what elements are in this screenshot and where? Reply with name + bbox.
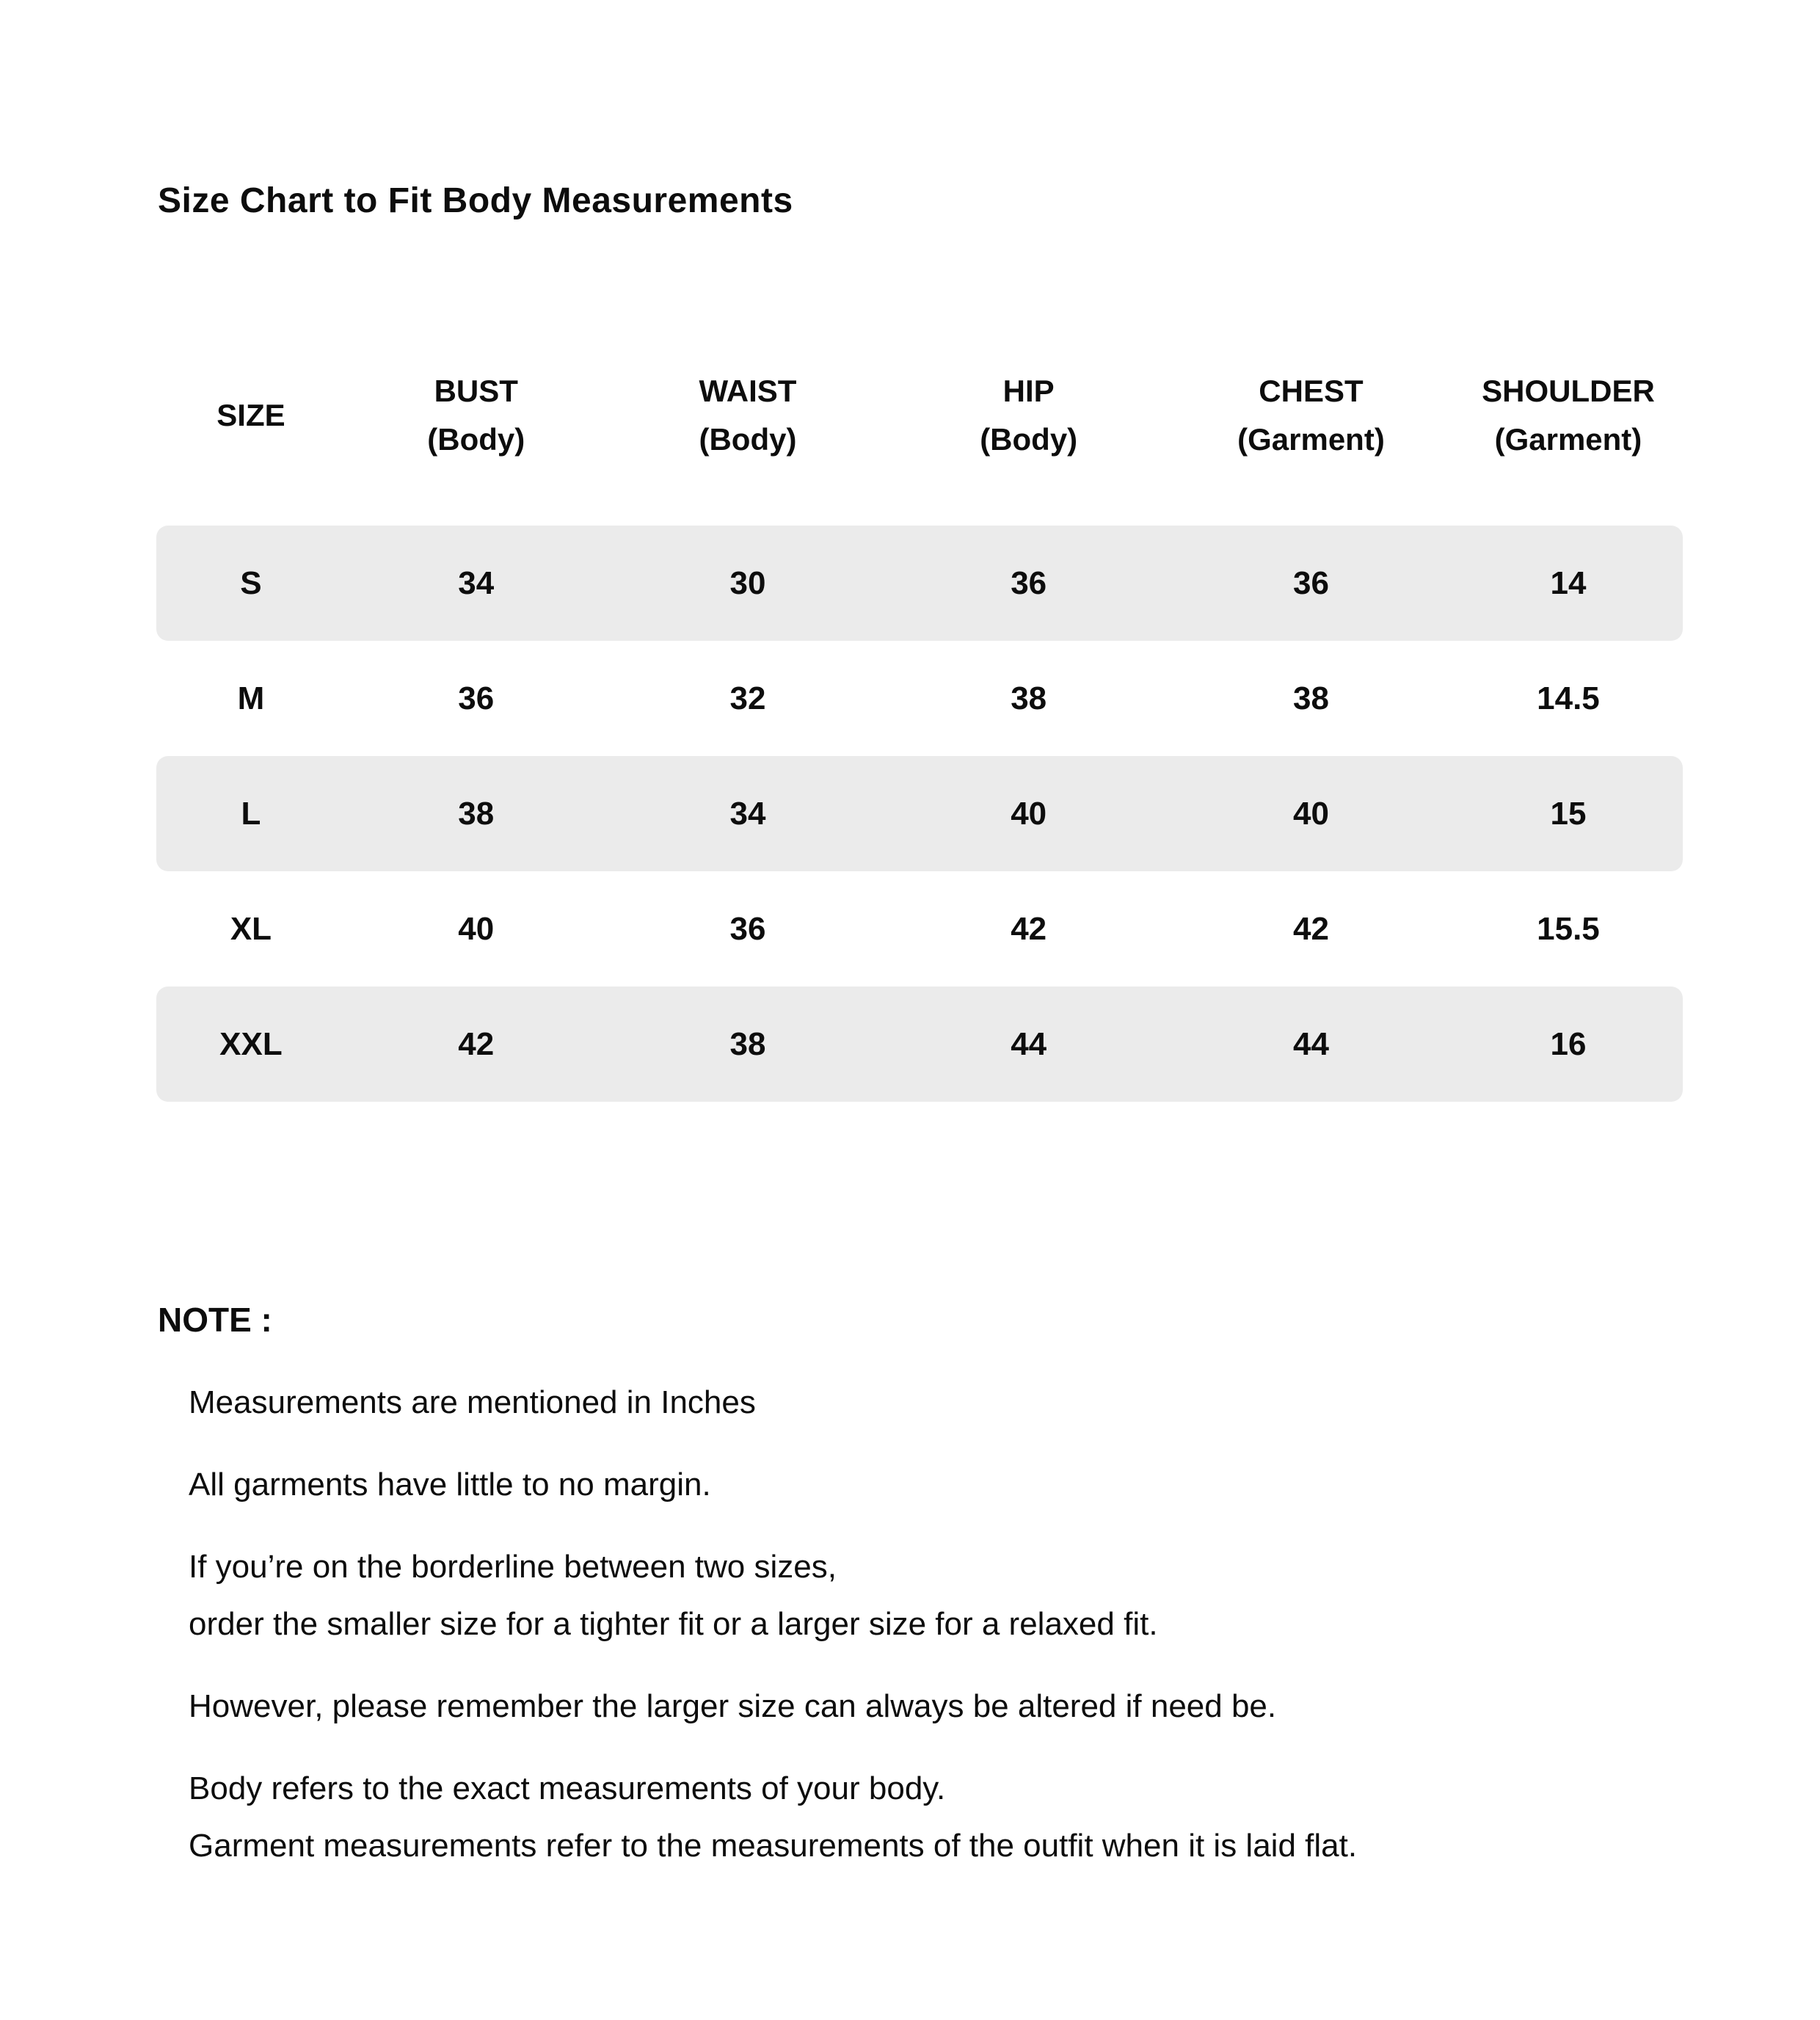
- table-cell: 36: [1011, 564, 1047, 601]
- header-cell-hip: [889, 367, 1168, 464]
- note-paragraph: [189, 1760, 1743, 1875]
- table-cell: 14: [1550, 564, 1587, 601]
- table-cell: 15: [1550, 795, 1587, 832]
- note-line: All garments have little to no margin.: [189, 1467, 711, 1503]
- table-cell: 34: [458, 564, 495, 601]
- table-cell: S: [240, 564, 262, 601]
- header-line2: (Garment): [1494, 422, 1642, 457]
- table-cell: 38: [1011, 680, 1047, 716]
- header-line1: SIZE: [216, 398, 285, 432]
- header-line2: (Body): [980, 422, 1078, 457]
- table-cell: 40: [1293, 795, 1329, 832]
- note-line: If you’re on the borderline between two sizes,: [189, 1549, 837, 1585]
- table-cell: 40: [458, 910, 495, 947]
- table-cell: 32: [729, 680, 766, 716]
- table-cell: 16: [1550, 1025, 1587, 1062]
- table-cell: 42: [1293, 910, 1329, 947]
- table-cell: 42: [458, 1025, 495, 1062]
- table-cell: XL: [230, 910, 272, 947]
- page-title: Size Chart to Fit Body Measurements: [158, 181, 793, 220]
- table-cell: 36: [729, 910, 766, 947]
- table-row-xxl: [156, 987, 1683, 1102]
- table-cell: 36: [1293, 564, 1329, 601]
- header-line2: (Body): [427, 422, 525, 457]
- table-cell: L: [241, 795, 261, 832]
- header-line1: BUST: [434, 374, 518, 408]
- note-line: Measurements are mentioned in Inches: [189, 1384, 756, 1420]
- table-row-m: [156, 641, 1683, 756]
- table-cell: 42: [1011, 910, 1047, 947]
- note-label: NOTE :: [158, 1301, 272, 1339]
- table-cell: 40: [1011, 795, 1047, 832]
- note-line: Garment measurements refer to the measurements of the outfit when it is laid flat.: [189, 1828, 1358, 1864]
- header-cell-chest: [1168, 367, 1454, 464]
- header-cell-shoulder: [1454, 367, 1683, 464]
- header-line1: CHEST: [1259, 374, 1364, 408]
- note-section: [158, 1298, 1743, 1900]
- header-cell-bust: [346, 367, 607, 464]
- header-cell-waist: [607, 367, 889, 464]
- table-cell: 38: [458, 795, 495, 832]
- header-line2: (Garment): [1237, 422, 1385, 457]
- table-header-row: [156, 367, 1683, 464]
- note-line: However, please remember the larger size can always be altered if need be.: [189, 1688, 1277, 1724]
- note-paragraph: [189, 1678, 1743, 1735]
- table-body: [156, 526, 1683, 1102]
- table-row-l: [156, 756, 1683, 871]
- table-cell: 14.5: [1537, 680, 1600, 716]
- header-line1: SHOULDER: [1482, 374, 1655, 408]
- note-paragraph: [189, 1538, 1743, 1653]
- table-row-xl: [156, 871, 1683, 987]
- table-cell: 44: [1293, 1025, 1329, 1062]
- table-cell: 38: [1293, 680, 1329, 716]
- table-cell: 44: [1011, 1025, 1047, 1062]
- table-cell: 38: [729, 1025, 766, 1062]
- header-cell-size: [156, 391, 346, 440]
- note-paragraph: [189, 1374, 1743, 1431]
- table-row-s: [156, 526, 1683, 641]
- table-cell: M: [237, 680, 265, 716]
- note-line: Body refers to the exact measurements of your body.: [189, 1770, 946, 1806]
- header-line2: (Body): [699, 422, 797, 457]
- table-cell: 15.5: [1537, 910, 1600, 947]
- table-cell: 36: [458, 680, 495, 716]
- size-table: [156, 367, 1683, 1102]
- table-cell: XXL: [219, 1025, 283, 1062]
- table-cell: 30: [729, 564, 766, 601]
- note-line: order the smaller size for a tighter fit or a larger size for a relaxed fit.: [189, 1606, 1158, 1642]
- header-line1: WAIST: [699, 374, 797, 408]
- table-cell: 34: [729, 795, 766, 832]
- header-line1: HIP: [1002, 374, 1055, 408]
- note-paragraph: [189, 1456, 1743, 1514]
